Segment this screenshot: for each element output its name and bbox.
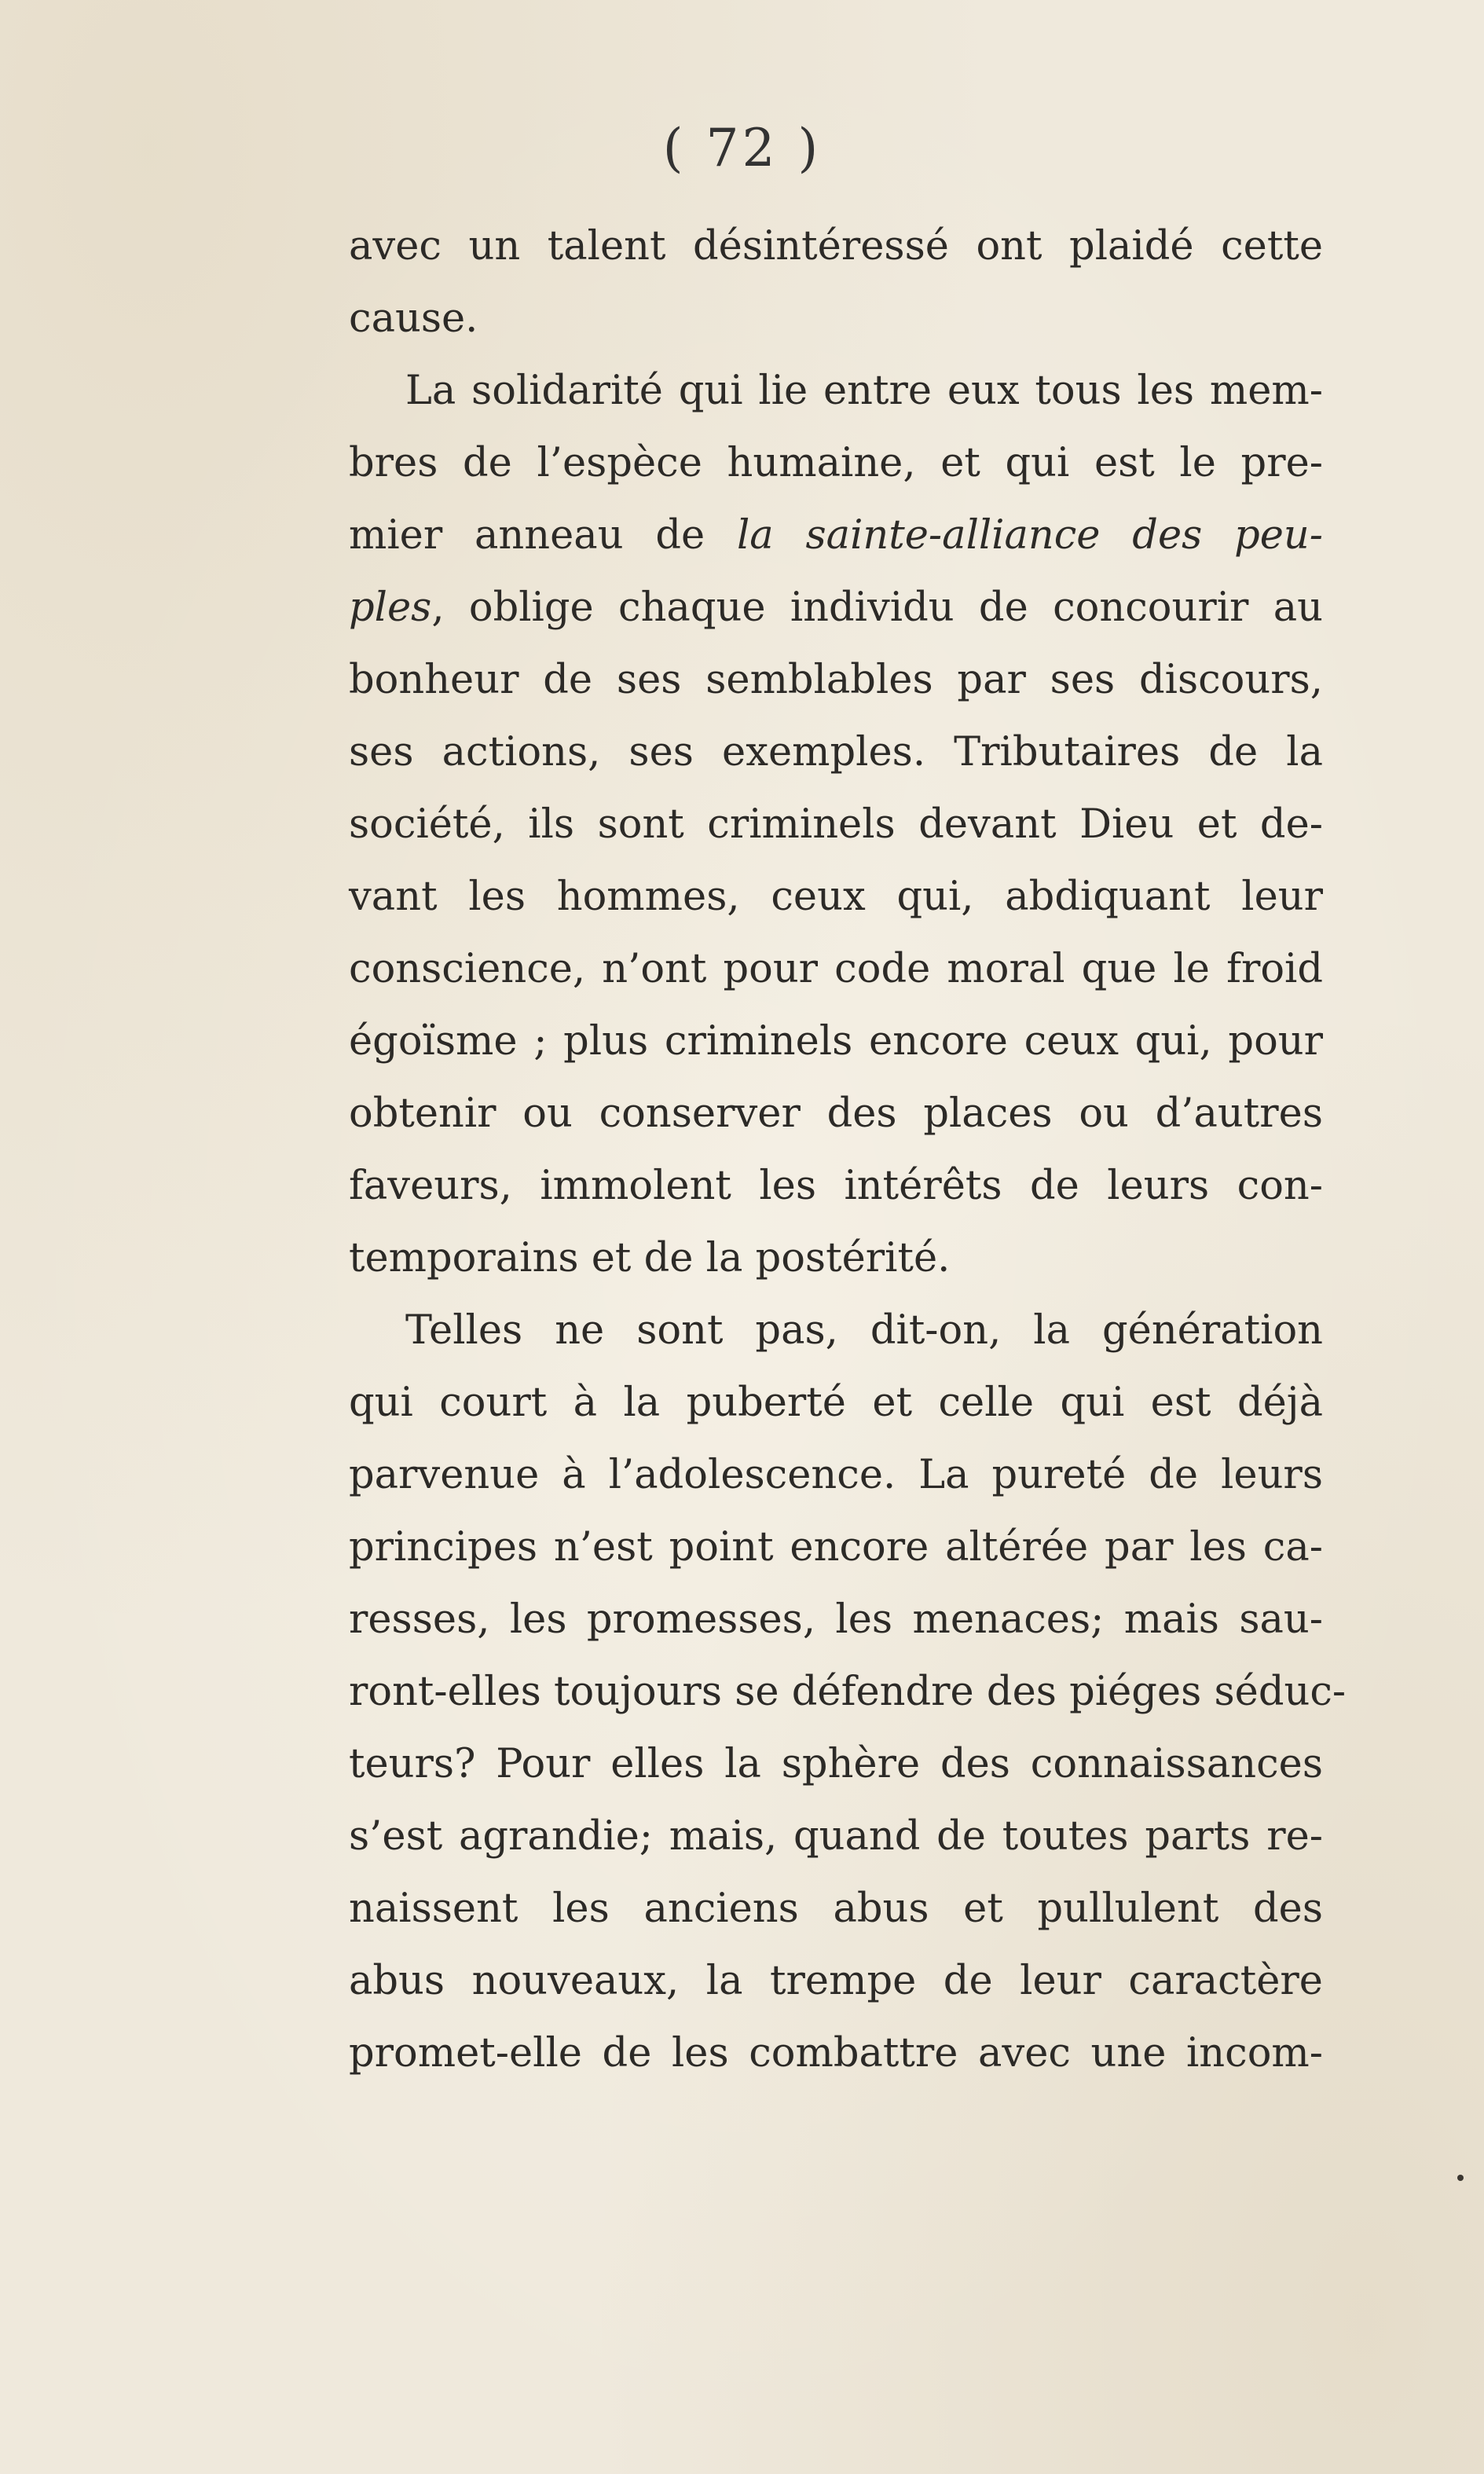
text-line: ples, oblige chaque individu de concourir au [349, 585, 1323, 631]
text-line: faveurs, immolent les intérêts de leurs con- [349, 1163, 1323, 1209]
text-line: cause. [349, 295, 478, 342]
text-line: avec un talent désintéressé ont plaidé cette [349, 223, 1323, 269]
text-line: conscience, n’ont pour code moral que le froid [349, 946, 1323, 992]
text-fragment: mier anneau de [349, 512, 737, 559]
paragraph-2 [349, 355, 1323, 1295]
paragraph-1 [349, 211, 1323, 355]
text-line: teurs? Pour elles la sphère des connaissances [349, 1741, 1323, 1787]
text-line: parvenue à l’adolescence. La pureté de leurs [349, 1452, 1323, 1498]
paper-speck [1457, 2175, 1464, 2181]
text-line: bres de l’espèce humaine, et qui est le pre- [349, 440, 1323, 486]
text-line: principes n’est point encore altérée par les ca- [349, 1524, 1323, 1571]
text-line: qui court à la puberté et celle qui est déjà [349, 1380, 1323, 1426]
italic-word: ples [349, 585, 432, 631]
text-line: temporains et de la postérité. [349, 1235, 951, 1281]
text-line: égoïsme ; plus criminels encore ceux qui, pour [349, 1018, 1323, 1065]
text-line: vant les hommes, ceux qui, abdiquant leur [349, 874, 1323, 920]
body-text [349, 211, 1347, 2090]
text-line: ront-elles toujours se défendre des piéges séduc- [349, 1669, 1347, 1715]
page-number: ( 72 ) [662, 118, 822, 178]
paragraph-3 [349, 1295, 1347, 2090]
text-line [349, 500, 1323, 572]
text-line: abus nouveaux, la trempe de leur caractère [349, 1958, 1323, 2004]
text-line: promet-elle de les combattre avec une incom- [349, 2030, 1323, 2076]
text-line: s’est agrandie; mais, quand de toutes parts re- [349, 1813, 1323, 1860]
text-line: obtenir ou conserver des places ou d’autres [349, 1090, 1323, 1137]
text-line: société, ils sont criminels devant Dieu et de- [349, 801, 1323, 848]
text-line: Telles ne sont pas, dit-on, la génération [405, 1307, 1323, 1354]
italic-phrase: la sainte-alliance des peu- [737, 512, 1323, 559]
text-line: resses, les promesses, les menaces; mais sau- [349, 1596, 1323, 1643]
text-line: La solidarité qui lie entre eux tous les mem- [405, 368, 1323, 414]
text-line: ses actions, ses exemples. Tributaires de la [349, 729, 1323, 775]
text-line: naissent les anciens abus et pullulent des [349, 1886, 1323, 1932]
text-line: bonheur de ses semblables par ses discours, [349, 657, 1323, 703]
